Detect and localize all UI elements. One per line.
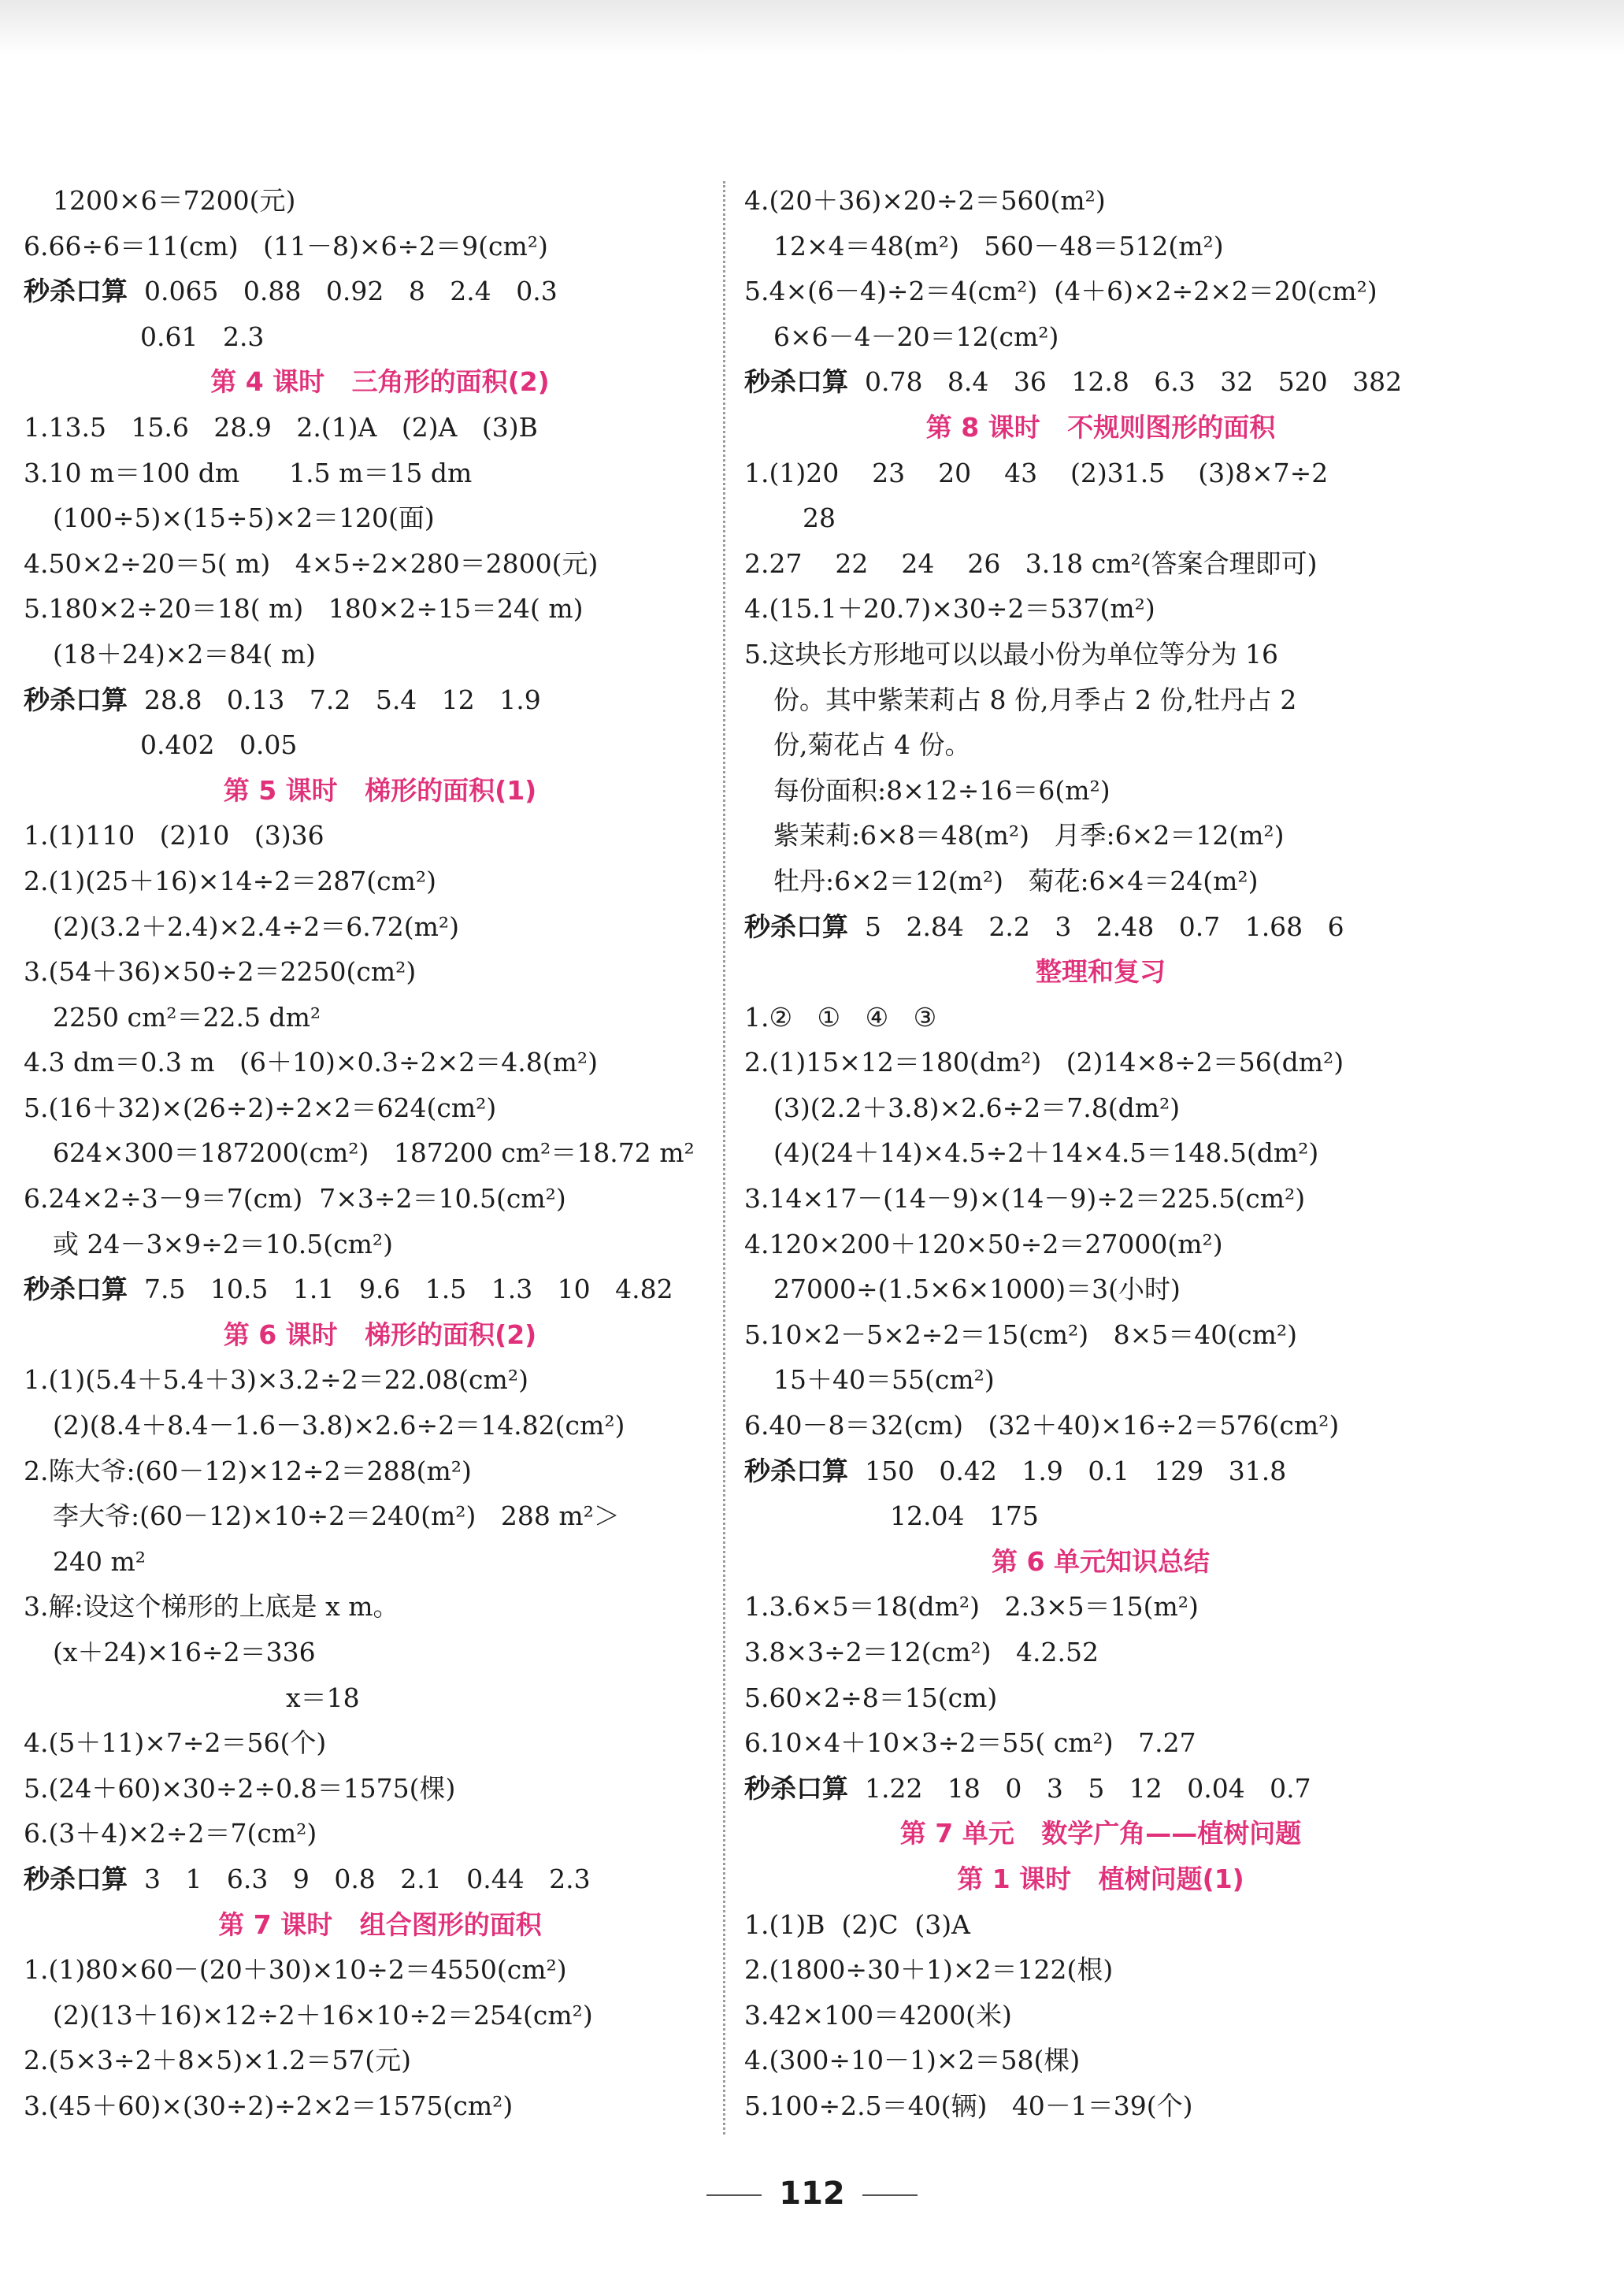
mental-math-label: 秒杀口算 xyxy=(24,1863,128,1894)
answer-line: 5.60×2÷8＝15(cm) xyxy=(744,1682,998,1713)
right-column xyxy=(744,178,1457,2129)
mental-math-label: 秒杀口算 xyxy=(744,1455,848,1486)
answer-line: 27000÷(1.5×6×1000)＝3(小时) xyxy=(773,1274,1181,1305)
mental-math-line xyxy=(744,359,1457,405)
answer-line: 3.10 m＝100 dm 1.5 m＝15 dm xyxy=(24,457,473,488)
answer-line: 李大爷:(60－12)×10÷2＝240(m²) 288 m²＞ xyxy=(53,1500,620,1532)
section-heading: 第 7 单元 数学广角——植树问题 xyxy=(899,1818,1302,1849)
answer-line: 6×6－4－20＝12(cm²) xyxy=(773,321,1059,352)
answer-line: 2.(5×3÷2＋8×5)×1.2＝57(元) xyxy=(24,2045,412,2076)
answer-line: 1.3.6×5＝18(dm²) 2.3×5＝15(m²) xyxy=(744,1591,1199,1623)
answer-line: 1.② ① ④ ③ xyxy=(744,1001,937,1033)
answer-line: 240 m² xyxy=(53,1545,146,1577)
left-column xyxy=(24,178,736,2129)
answer-line: 份。其中紫茉莉占 8 份,月季占 2 份,牡丹占 2 xyxy=(773,684,1297,715)
mental-math-label: 秒杀口算 xyxy=(744,366,848,398)
mental-math-line xyxy=(24,269,736,314)
answer-line: 6.66÷6＝11(cm) (11－8)×6÷2＝9(cm²) xyxy=(24,230,548,261)
answer-line: 3.(54＋36)×50÷2＝2250(cm²) xyxy=(24,956,417,988)
answer-line: 3.(45＋60)×(30÷2)÷2×2＝1575(cm²) xyxy=(24,2090,514,2121)
answer-line: 4.3 dm＝0.3 m (6＋10)×0.3÷2×2＝4.8(m²) xyxy=(24,1047,599,1078)
answer-line: 1.(1)80×60－(20＋30)×10÷2＝4550(cm²) xyxy=(24,1954,567,1986)
mental-math-answers: 5 2.84 2.2 3 2.48 0.7 1.68 6 xyxy=(848,911,1344,942)
page-number-dash-right xyxy=(862,2194,918,2196)
mental-math-line xyxy=(744,1448,1457,1494)
answer-line: 2.27 22 24 26 3.18 cm²(答案合理即可) xyxy=(744,547,1318,579)
answer-line: 0.61 2.3 xyxy=(140,321,265,352)
answer-line: 2.陈大爷:(60－12)×12÷2＝288(m²) xyxy=(24,1455,472,1486)
answer-line: 6.(3＋4)×2÷2＝7(cm²) xyxy=(24,1818,317,1849)
answer-line: x＝18 xyxy=(286,1682,360,1713)
page-number-dash-left xyxy=(706,2194,762,2196)
answer-line: 4.(5＋11)×7÷2＝56(个) xyxy=(24,1727,327,1759)
mental-math-answers: 0.78 8.4 36 12.8 6.3 32 520 382 xyxy=(848,366,1403,398)
section-heading: 第 1 课时 植树问题(1) xyxy=(957,1863,1244,1894)
mental-math-line xyxy=(24,1856,736,1902)
mental-math-answers: 150 0.42 1.9 0.1 129 31.8 xyxy=(848,1455,1287,1486)
answer-line: (18＋24)×2＝84( m) xyxy=(53,638,316,670)
answer-line: (4)(24＋14)×4.5÷2＋14×4.5＝148.5(dm²) xyxy=(773,1137,1319,1169)
column-divider xyxy=(723,181,725,2135)
answer-line: (2)(3.2＋2.4)×2.4÷2＝6.72(m²) xyxy=(53,911,459,942)
answer-line: (100÷5)×(15÷5)×2＝120(面) xyxy=(53,503,435,534)
section-heading: 第 6 单元知识总结 xyxy=(992,1545,1210,1577)
answer-line: 4.(20＋36)×20÷2＝560(m²) xyxy=(744,185,1106,216)
answer-line: 或 24－3×9÷2＝10.5(cm²) xyxy=(53,1228,393,1259)
mental-math-line xyxy=(744,904,1457,950)
answer-line: 1200×6＝7200(元) xyxy=(53,185,296,216)
answer-line: 3.42×100＝4200(米) xyxy=(744,1999,1012,2031)
answer-line: 5.100÷2.5＝40(辆) 40－1＝39(个) xyxy=(744,2090,1193,2121)
answer-line: 5.这块长方形地可以以最小份为单位等分为 16 xyxy=(744,638,1278,670)
answer-line: 1.(1)110 (2)10 (3)36 xyxy=(24,820,324,851)
answer-line: (2)(13＋16)×12÷2＋16×10÷2＝254(cm²) xyxy=(53,1999,593,2031)
answer-line: 3.8×3÷2＝12(cm²) 4.2.52 xyxy=(744,1637,1099,1667)
mental-math-answers: 1.22 18 0 3 5 12 0.04 0.7 xyxy=(848,1772,1311,1804)
mental-math-label: 秒杀口算 xyxy=(24,684,128,715)
answer-line: 0.402 0.05 xyxy=(140,729,298,761)
answer-line: 5.4×(6－4)÷2＝4(cm²) (4＋6)×2÷2×2＝20(cm²) xyxy=(744,276,1377,307)
mental-math-answers: 3 1 6.3 9 0.8 2.1 0.44 2.3 xyxy=(128,1863,591,1894)
mental-math-answers: 28.8 0.13 7.2 5.4 12 1.9 xyxy=(128,684,541,715)
mental-math-line xyxy=(24,1267,736,1312)
page-number xyxy=(0,2175,1624,2212)
answer-line: 28 xyxy=(803,503,836,534)
mental-math-line xyxy=(744,1766,1457,1812)
mental-math-label: 秒杀口算 xyxy=(744,911,848,942)
answer-line: 1.(1)(5.4＋5.4＋3)×3.2÷2＝22.08(cm²) xyxy=(24,1364,528,1396)
mental-math-label: 秒杀口算 xyxy=(24,276,128,307)
section-heading: 第 6 课时 梯形的面积(2) xyxy=(223,1319,537,1350)
answer-line: 1.(1)B (2)C (3)A xyxy=(744,1908,971,1940)
section-heading: 第 8 课时 不规则图形的面积 xyxy=(925,411,1276,443)
answer-line: (2)(8.4＋8.4－1.6－3.8)×2.6÷2＝14.82(cm²) xyxy=(53,1410,625,1441)
answer-line: 6.40－8＝32(cm) (32＋40)×16÷2＝576(cm²) xyxy=(744,1410,1340,1441)
answer-line: 4.120×200＋120×50÷2＝27000(m²) xyxy=(744,1228,1223,1259)
answer-line: 2.(1)15×12＝180(dm²) (2)14×8÷2＝56(dm²) xyxy=(744,1047,1344,1078)
answer-line: 5.(24＋60)×30÷2÷0.8＝1575(棵) xyxy=(24,1772,456,1804)
answer-line: 12×4＝48(m²) 560－48＝512(m²) xyxy=(773,230,1224,261)
section-heading: 整理和复习 xyxy=(1036,956,1166,988)
section-heading: 第 7 课时 组合图形的面积 xyxy=(218,1908,542,1940)
answer-line: 份,菊花占 4 份。 xyxy=(773,729,971,761)
answer-line: 3.14×17－(14－9)×(14－9)÷2＝225.5(cm²) xyxy=(744,1183,1306,1215)
mental-math-label: 秒杀口算 xyxy=(744,1772,848,1804)
mental-math-line xyxy=(24,677,736,723)
page-number-text: 112 xyxy=(779,2175,845,2212)
answer-line: 15＋40＝55(cm²) xyxy=(773,1364,995,1396)
answer-line: (x＋24)×16÷2＝336 xyxy=(53,1637,316,1667)
answer-line: 1.(1)20 23 20 43 (2)31.5 (3)8×7÷2 xyxy=(744,457,1329,488)
section-heading: 第 4 课时 三角形的面积(2) xyxy=(210,366,550,398)
answer-line: 6.24×2÷3－9＝7(cm) 7×3÷2＝10.5(cm²) xyxy=(24,1183,566,1215)
answer-line: 紫茉莉:6×8＝48(m²) 月季:6×2＝12(m²) xyxy=(773,820,1285,851)
answer-line: 6.10×4＋10×3÷2＝55( cm²) 7.27 xyxy=(744,1727,1196,1759)
answer-line: 5.10×2－5×2÷2＝15(cm²) 8×5＝40(cm²) xyxy=(744,1319,1298,1350)
answer-line: 1.13.5 15.6 28.9 2.(1)A (2)A (3)B xyxy=(24,411,538,443)
answer-line: 牡丹:6×2＝12(m²) 菊花:6×4＝24(m²) xyxy=(773,865,1259,896)
answer-line: 624×300＝187200(cm²) 187200 cm²＝18.72 m² xyxy=(53,1137,695,1169)
answer-line: 3.解:设这个梯形的上底是 x m。 xyxy=(24,1591,399,1623)
mental-math-answers: 7.5 10.5 1.1 9.6 1.5 1.3 10 4.82 xyxy=(128,1274,673,1305)
answer-line: 4.(300÷10－1)×2＝58(棵) xyxy=(744,2045,1081,2076)
answer-line: 5.180×2÷20＝18( m) 180×2÷15＝24( m) xyxy=(24,593,584,625)
answer-line: 12.04 175 xyxy=(890,1500,1039,1532)
mental-math-answers: 0.065 0.88 0.92 8 2.4 0.3 xyxy=(128,276,558,307)
page-top-shade xyxy=(0,0,1624,55)
answer-line: 2.(1)(25＋16)×14÷2＝287(cm²) xyxy=(24,865,436,896)
mental-math-label: 秒杀口算 xyxy=(24,1274,128,1305)
section-heading: 第 5 课时 梯形的面积(1) xyxy=(223,774,537,806)
answer-line: (3)(2.2＋3.8)×2.6÷2＝7.8(dm²) xyxy=(773,1092,1181,1123)
answer-line: 每份面积:8×12÷16＝6(m²) xyxy=(773,774,1110,806)
answer-line: 2.(1800÷30＋1)×2＝122(根) xyxy=(744,1954,1114,1986)
answer-line: 4.50×2÷20＝5( m) 4×5÷2×280＝2800(元) xyxy=(24,547,599,579)
answer-line: 4.(15.1＋20.7)×30÷2＝537(m²) xyxy=(744,593,1155,625)
answer-line: 2250 cm²＝22.5 dm² xyxy=(53,1001,321,1033)
answer-line: 5.(16＋32)×(26÷2)÷2×2＝624(cm²) xyxy=(24,1092,497,1123)
